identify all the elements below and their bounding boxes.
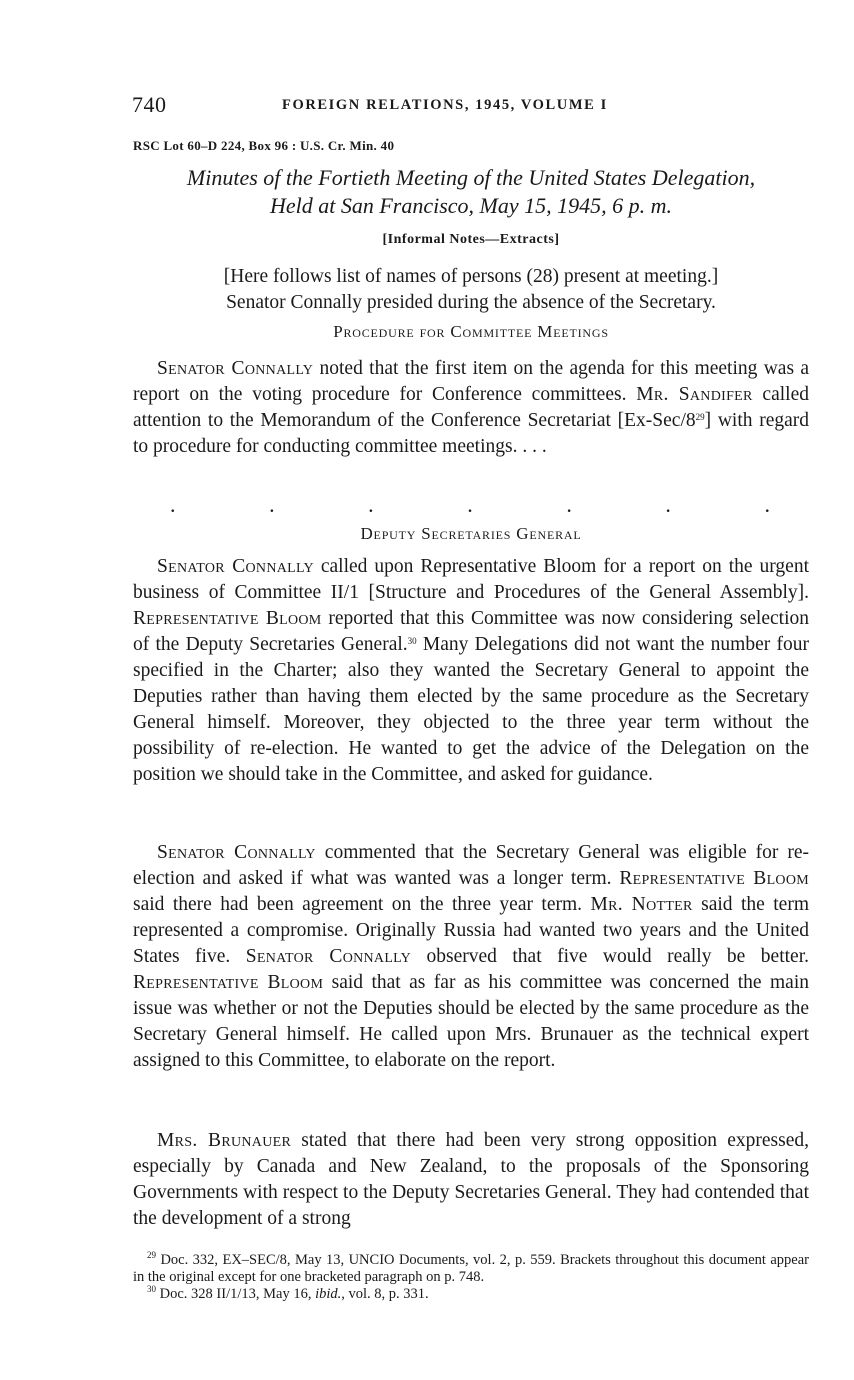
title-line-1: Minutes of the Fortieth Meeting of the United States Delegation, bbox=[186, 165, 756, 190]
speaker-name: Senator Connally bbox=[157, 358, 314, 379]
page-header bbox=[132, 92, 812, 122]
speaker-name: Senator Connally bbox=[245, 946, 412, 967]
source-citation: RSC Lot 60–D 224, Box 96 : U.S. Cr. Min. 40 bbox=[133, 138, 395, 153]
omission-ellipsis bbox=[170, 492, 770, 517]
footnote-ref-29: 29 bbox=[695, 412, 705, 422]
speaker-name: Representative Bloom bbox=[619, 868, 809, 889]
ellipsis-dot: . bbox=[368, 492, 374, 517]
page-number: 740 bbox=[132, 92, 167, 117]
footnote-number: 30 bbox=[147, 1284, 156, 1294]
section-heading-deputies: Deputy Secretaries General bbox=[360, 524, 582, 543]
document-title bbox=[133, 164, 809, 220]
ellipsis-dot: . bbox=[170, 492, 176, 517]
intro-attendance: [Here follows list of names of persons (28) present at meeting.] bbox=[223, 266, 719, 287]
paragraph-deputies-1: Senator Connally called upon Representative Bloom for a report on the urgent business of Committee II/1 [Structure and Procedures of the General Assembly]. Representative Bloom reported that this Committee was now considering selection of the Deputy Secretaries General.$^{30}$ Many Delegations did not want the number four specified in the Charter; also they wanted the Secretary General to appoint the Deputies rather than having them elected by the same procedure as the Secretary General himself. Moreover, they objected to the three year term without the possibility of re-election. He wanted to get the advice of the Delegation on the position we should take in the Committee, and asked for guidance. bbox=[133, 556, 810, 785]
speaker-name: Mr. Notter bbox=[590, 894, 693, 915]
ellipsis-dot: . bbox=[566, 492, 572, 517]
footnote-ref-30: 30 bbox=[407, 636, 417, 646]
footnote-number: 29 bbox=[147, 1250, 156, 1260]
paragraph-deputies-3: Mrs. Brunauer stated that there had been very strong opposition expressed, especially by Canada and New Zealand, to the proposals of the Sponsoring Governments with respect to the Deputy Secretaries General. They had contended that the development of a strong bbox=[133, 1130, 809, 1229]
ellipsis-dot: . bbox=[665, 492, 671, 517]
speaker-name: Senator Connally bbox=[157, 556, 314, 577]
ellipsis-dot: . bbox=[269, 492, 275, 517]
footnotes bbox=[133, 1252, 809, 1303]
speaker-name: Mr. Sandifer bbox=[636, 384, 753, 405]
speaker-name: Senator Connally bbox=[157, 842, 316, 863]
informal-notes-label: [Informal Notes—Extracts] bbox=[382, 232, 560, 247]
ibid-text: ibid. bbox=[315, 1286, 342, 1302]
intro-presiding: Senator Connally presided during the absence of the Secretary. bbox=[226, 292, 716, 313]
paragraph-deputies-2: Senator Connally commented that the Secretary General was eligible for re-election and asked if what was wanted was a longer term. Representative Bloom said there had been agreement on the three year term. Mr. Notter said the term represented a compromise. Originally Russia had wanted two years and the United States five. Senator Connally observed that five would really be better. Representative Bloom said that as far as his committee was concerned the main issue was whether or not the Deputies should be elected by the same procedure as the Secretary General himself. He called upon Mrs. Brunauer as the technical expert assigned to this Committee, to elaborate on the report. bbox=[133, 842, 810, 1071]
speaker-name: Mrs. Brunauer bbox=[157, 1130, 292, 1151]
running-head: FOREIGN RELATIONS, 1945, VOLUME I bbox=[282, 97, 608, 113]
title-line-2: Held at San Francisco, May 15, 1945, 6 p. m. bbox=[269, 193, 673, 218]
footnote-30: $^{30}$ Doc. 328 II/1/13, May 16, ibid., vol. 8, p. 331. bbox=[147, 1284, 429, 1302]
footnote-29: $^{29}$ Doc. 332, EX–SEC/8, May 13, UNCIO Documents, vol. 2, p. 559. Brackets throughout this document appear in the original except for one bracketed paragraph on p. 748. bbox=[133, 1250, 809, 1285]
paragraph-procedure: Senator Connally noted that the first item on the agenda for this meeting was a report on the voting procedure for Conference committees. Mr. Sandifer called attention to the Memorandum of the Conference Secretariat $[Ex-Sec/8^{29}]$ with regard to procedure for conducting committee meetings. . . . bbox=[133, 358, 810, 457]
speaker-name: Representative Bloom bbox=[133, 608, 322, 629]
section-heading-procedure: Procedure for Committee Meetings bbox=[333, 322, 609, 341]
ellipsis-dot: . bbox=[764, 492, 770, 517]
speaker-name: Representative Bloom bbox=[133, 972, 324, 993]
ellipsis-dot: . bbox=[467, 492, 473, 517]
